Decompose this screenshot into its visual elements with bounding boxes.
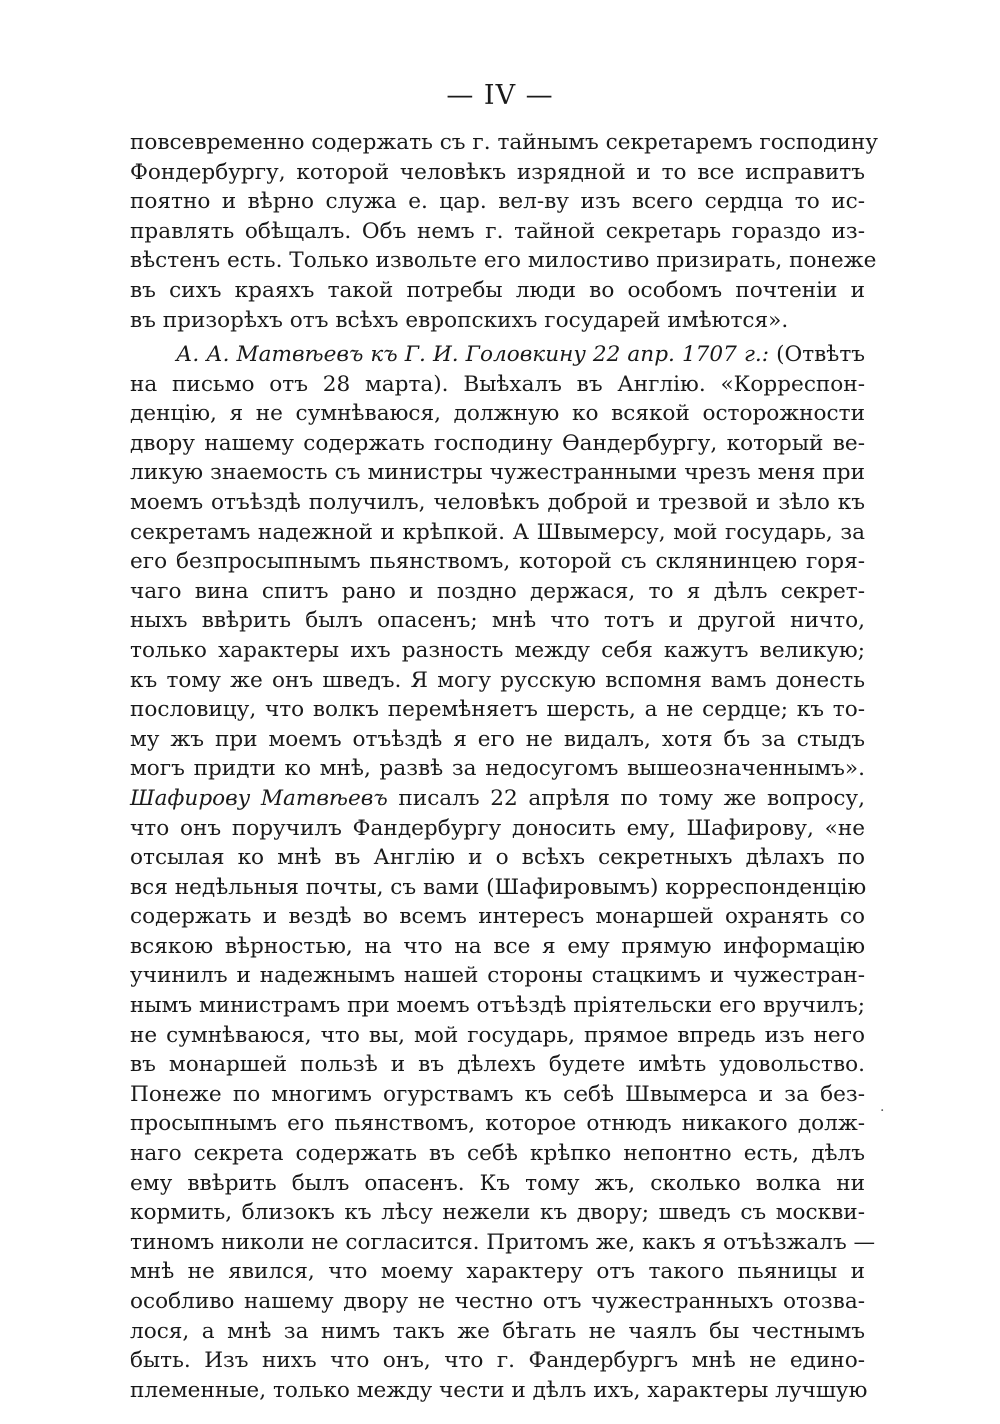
text-line: наго секрета содержать въ себѣ крѣпко непонтно есть, дѣлъ bbox=[130, 1141, 865, 1167]
paragraph-matveev-letter bbox=[130, 340, 876, 1405]
text-line: пословицу, что волкъ перемѣняетъ шерсть, а не сердце; къ то- bbox=[130, 697, 865, 723]
text-line: секретамъ надежной и крѣпкой. А Швымерсу, мой государь, за bbox=[130, 519, 865, 545]
text-line: его безпросыпнымъ пьянствомъ, которой съ склянинцею горя- bbox=[130, 549, 865, 575]
text-line: особливо нашему двору не честно отъ чужестранныхъ отозва- bbox=[130, 1289, 865, 1314]
text-line: чаго вина спитъ рано и поздно держася, то я дѣлъ секрет- bbox=[130, 578, 865, 604]
text-line: отсылая ко мнѣ въ Англiю и о всѣхъ секретныхъ дѣлахъ по bbox=[130, 845, 865, 871]
text-line: нымъ министрамъ при моемъ отъѣздѣ прiятельски его вручилъ; bbox=[130, 993, 866, 1019]
text-line: вѣстенъ есть. Только извольте его милостиво призирать, понеже bbox=[130, 248, 877, 274]
text-line: му жъ при моемъ отъѣздѣ я его не видалъ, хотя бъ за стыдъ bbox=[130, 726, 865, 752]
text-line: поятно и вѣрно служа е. цар. вел-ву изъ всего сердца то ис- bbox=[130, 189, 865, 215]
text-line: не сумнѣваюся, что вы, мой государь, прямое впредь изъ него bbox=[130, 1022, 865, 1048]
text-line: кормить, близокъ къ лѣсу нежели къ двору; шведъ съ москви- bbox=[130, 1200, 865, 1226]
text-line: учинилъ и надежнымъ нашей стороны стацкимъ и чужестран- bbox=[130, 963, 865, 989]
text-line bbox=[130, 784, 865, 814]
text-line: всякою вѣрностью, на что на все я ему прямую информацiю bbox=[130, 933, 865, 959]
page-number: — IV — bbox=[446, 80, 554, 111]
text-line: въ монаршей пользѣ и въ дѣлехъ будете имѣть удовольство. bbox=[130, 1052, 865, 1078]
text-line: повсевременно содержать съ г. тайнымъ секретаремъ господину bbox=[130, 130, 879, 155]
text-line: двору нашему содержать господину Ѳандербургу, который ве- bbox=[130, 430, 865, 456]
text-line: содержать и вездѣ во всемъ интересъ монаршей охранять со bbox=[130, 904, 865, 930]
text-line: моемъ отъѣздѣ получилъ, человѣкъ доброй и трезвой и зѣло къ bbox=[130, 489, 865, 515]
text-line: ему ввѣрить былъ опасенъ. Къ тому жъ, сколько волка ни bbox=[130, 1170, 865, 1196]
text-line: Понеже по многимъ огурствамъ къ себѣ Швымерса и за без- bbox=[130, 1081, 865, 1107]
text-line: денцiю, я не сумнѣваюся, должную ко всякой осторожности bbox=[130, 401, 865, 427]
text-line: ликую знаемость съ министры чужестранными чрезъ меня при bbox=[130, 460, 865, 486]
text-line: на письмо отъ 28 марта). Выѣхалъ въ Англiю. «Корреспон- bbox=[130, 371, 865, 397]
citation-heading: Шафирову Матвѣевъ bbox=[130, 785, 388, 811]
text-line: къ тому же онъ шведъ. Я могу русскую вспомня вамъ донесть bbox=[130, 667, 865, 693]
text-line: въ сихъ краяхъ такой потребы люди во особомъ почтенiи и bbox=[130, 277, 865, 303]
scan-speck: · bbox=[880, 1103, 885, 1119]
text-line: ныхъ ввѣрить былъ опасенъ; мнѣ что тотъ и другой ничто, bbox=[130, 608, 865, 634]
citation-rest: (Отвѣтъ bbox=[776, 342, 865, 367]
text-line: просыпнымъ его пьянствомъ, которое отнюдъ никакого долж- bbox=[130, 1111, 865, 1137]
text-line: племенные, только между чести и дѣлъ ихъ, характеры лучшую bbox=[130, 1377, 868, 1403]
text-line: лося, а мнѣ за нимъ такъ же бѣгать не чаялъ бы честнымъ bbox=[130, 1318, 865, 1344]
citation-heading: А. А. Матвѣевъ къ Г. И. Головкину 22 апр. 1707 г.: bbox=[176, 342, 769, 367]
text-line: что онъ поручилъ Фандербургу доносить ему, Шафирову, «не bbox=[130, 815, 865, 841]
text-line: мнѣ не явился, что моему характеру отъ такого пьяницы и bbox=[130, 1259, 865, 1285]
citation-rest: писалъ 22 апрѣля по тому же вопросу, bbox=[398, 785, 866, 811]
text-line: въ призорѣхъ отъ всѣхъ европскихъ государей имѣются». bbox=[130, 307, 789, 333]
text-line: правлять обѣщалъ. Объ немъ г. тайной секретарь гораздо из- bbox=[130, 218, 865, 244]
text-line: могъ придти ко мнѣ, развѣ за недосугомъ вышеозначеннымъ». bbox=[130, 756, 865, 782]
text-line: Фондербургу, которой человѣкъ изрядной и то все исправитъ bbox=[130, 159, 865, 185]
paragraph-continuation bbox=[130, 128, 879, 335]
text-line: только характеры ихъ разность между себя кажутъ великую; bbox=[130, 637, 865, 663]
text-line: тиномъ николи не согласится. Притомъ же, какъ я отъѣзжалъ — bbox=[130, 1229, 876, 1255]
text-line bbox=[130, 340, 865, 370]
text-line: вся недѣльныя почты, съ вами (Шафировымъ) корреспонденцiю bbox=[130, 874, 867, 900]
text-line: быть. Изъ нихъ что онъ, что г. Фандербургъ мнѣ не едино- bbox=[130, 1348, 865, 1374]
